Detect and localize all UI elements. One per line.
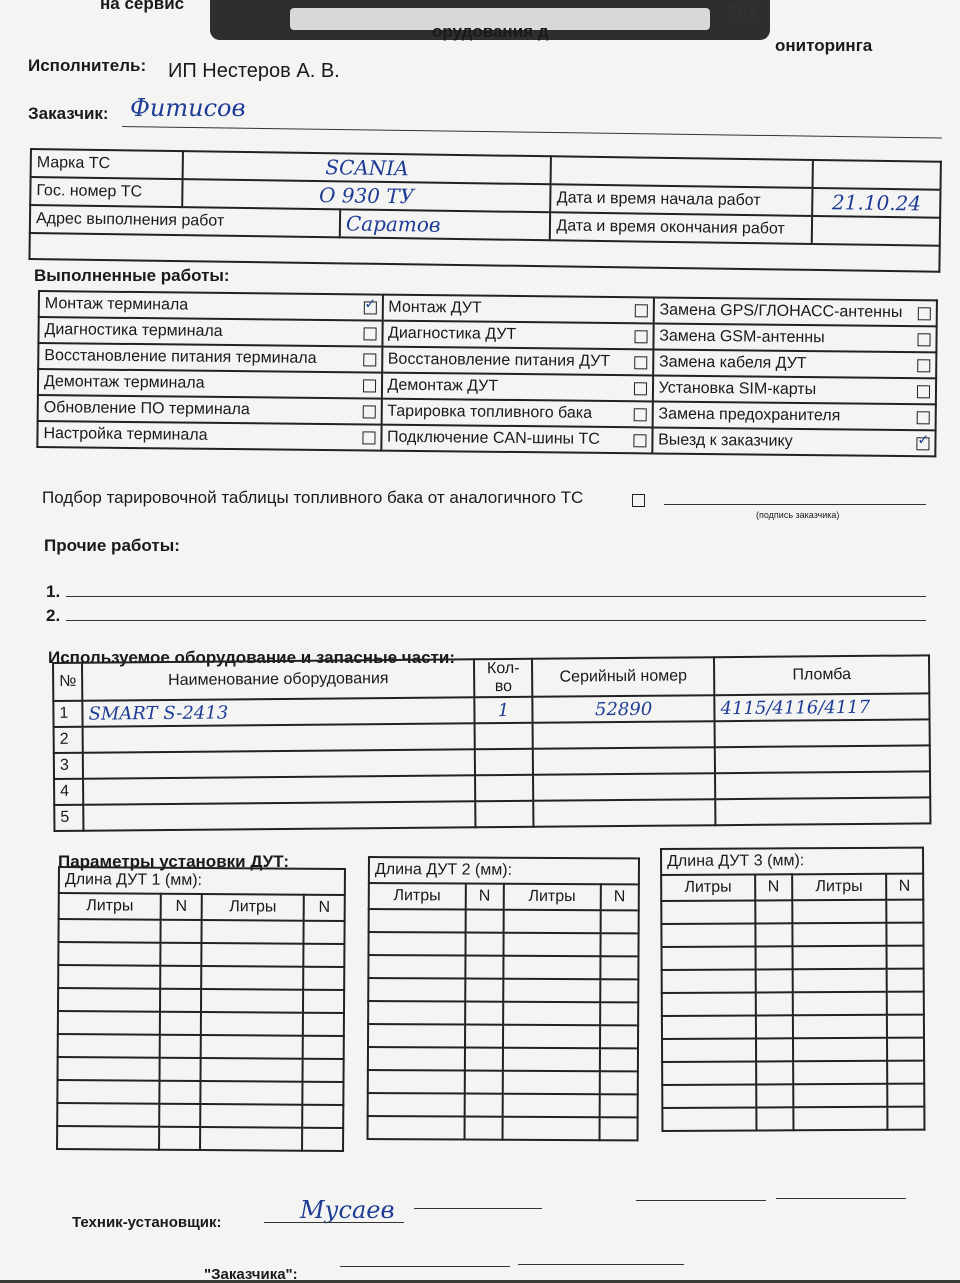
equipment-serial-cell (533, 721, 715, 749)
equipment-seal-cell (715, 797, 930, 825)
dut-cell[interactable] (161, 943, 202, 966)
dut-cell[interactable] (368, 1047, 465, 1071)
dut-cell[interactable] (662, 1108, 756, 1131)
dut-row (368, 955, 638, 979)
work-label: Обновление ПО терминала (43, 399, 250, 419)
dut-cell[interactable] (755, 900, 792, 923)
work-cell (653, 323, 937, 352)
equipment-name-cell (83, 723, 475, 752)
dut-col-header: Литры (661, 875, 755, 901)
dut-cell[interactable] (756, 1107, 793, 1130)
start-label: Дата и время начала работ (551, 184, 813, 216)
eq-header-serial: Серийный номер (532, 657, 714, 697)
equipment-qty-cell: 1 (474, 697, 532, 724)
eq-header-qty: Кол-во (474, 659, 532, 698)
equipment-seal-cell: 4115/4116/4117 (714, 693, 929, 721)
dut-row (661, 900, 923, 924)
equipment-seal-cell (715, 771, 930, 799)
dut-cell[interactable] (662, 1016, 756, 1039)
dut-length-label: Длина ДУТ 2 (мм): (369, 857, 639, 884)
dut-cell[interactable] (793, 1061, 887, 1084)
dut-cell[interactable] (886, 923, 923, 946)
calibration-signature-line (664, 504, 926, 505)
dut-cell[interactable] (793, 946, 887, 969)
work-cell (38, 395, 382, 425)
end-value (812, 216, 940, 246)
dut-cell[interactable] (793, 1084, 887, 1107)
dut-cell[interactable] (600, 1025, 639, 1048)
dut-cell[interactable] (662, 1062, 756, 1085)
signature-caption: (подпись заказчика) (756, 510, 840, 520)
header-top-fragment: на сервис (100, 0, 185, 13)
dut-cell[interactable] (887, 1061, 924, 1084)
work-label: Выезд к заказчику (658, 431, 793, 450)
dut-table-2 (367, 856, 640, 1141)
work-label: Замена кабеля ДУТ (658, 353, 807, 373)
dut-cell[interactable] (503, 1094, 600, 1118)
work-label: Замена предохранителя (658, 405, 841, 425)
dut-cell[interactable] (503, 1048, 600, 1072)
footer-line-1 (340, 1266, 510, 1267)
works-table (36, 290, 938, 457)
address-label: Адрес выполнения работ (30, 205, 340, 237)
equipment-serial-cell: 52890 (532, 695, 714, 723)
dut-cell[interactable] (368, 978, 465, 1002)
dut-cell[interactable] (755, 969, 792, 992)
work-checkbox[interactable] (634, 330, 647, 343)
dut-row (368, 1116, 638, 1140)
dut-cell[interactable] (503, 933, 600, 957)
technician-line-2 (414, 1208, 542, 1209)
dut-cell[interactable] (159, 1104, 200, 1127)
dut-col-header: N (161, 894, 202, 920)
work-checkbox[interactable] (634, 304, 647, 317)
technician-line-1 (264, 1222, 404, 1223)
eq-header-seal: Пломба (714, 655, 929, 695)
work-label: Замена GPS/ГЛОНАСС-антенны (659, 301, 903, 322)
dut-row (368, 932, 638, 956)
dut-cell[interactable] (504, 910, 601, 934)
dut-cell[interactable] (201, 1035, 303, 1059)
dut-cell[interactable] (303, 1013, 344, 1036)
dut-cell[interactable] (201, 989, 303, 1013)
work-checkbox[interactable] (918, 307, 931, 320)
dut-row (662, 992, 924, 1016)
dut-col-header: Литры (369, 883, 466, 910)
equipment-seal-cell (715, 719, 930, 747)
dut-cell[interactable] (58, 965, 160, 989)
end-label: Дата и время окончания работ (550, 212, 812, 244)
dut-cell[interactable] (662, 1039, 756, 1062)
eq-header-n: № (53, 663, 83, 701)
equipment-name-cell (83, 801, 475, 830)
header-mid-fragment: орудования д (432, 22, 549, 41)
work-label: Установка SIM-карты (658, 379, 817, 399)
address-value: Саратов (340, 209, 551, 240)
work-checkbox[interactable] (917, 359, 930, 372)
dut-col-header: Литры (59, 893, 161, 920)
dut-cell[interactable] (599, 1094, 638, 1117)
dut-cell[interactable] (465, 979, 504, 1002)
dut-cell[interactable] (886, 946, 923, 969)
dut-row (58, 1057, 344, 1082)
work-label: Подключение CAN-шины ТС (386, 428, 600, 448)
work-label: Диагностика ДУТ (387, 324, 517, 344)
work-checkbox[interactable] (362, 379, 375, 392)
dut-cell[interactable] (793, 969, 887, 992)
customer-sign-line-2 (776, 1198, 906, 1199)
dut-cell[interactable] (887, 1015, 924, 1038)
work-checkbox[interactable] (362, 405, 375, 418)
work-checkbox[interactable] (634, 356, 647, 369)
dut-cell[interactable] (302, 1128, 343, 1151)
dut-cell[interactable] (465, 933, 504, 956)
works-title: Выполненные работы: (34, 266, 230, 285)
customer-label: Заказчик: (28, 104, 109, 123)
equipment-qty-cell (475, 723, 533, 750)
dut-cell[interactable] (58, 919, 160, 943)
dut-row (662, 1015, 924, 1039)
dut-cell[interactable] (160, 1012, 201, 1035)
work-checkbox[interactable] (633, 408, 646, 421)
equipment-n-cell: 5 (54, 805, 83, 831)
equipment-seal-cell (715, 745, 930, 773)
dut-cell[interactable] (755, 992, 792, 1015)
dut-cell[interactable] (756, 1038, 793, 1061)
equipment-qty-cell (475, 775, 533, 802)
dut-cell[interactable] (368, 1093, 465, 1117)
work-cell (652, 401, 936, 430)
dut-cell[interactable] (755, 923, 792, 946)
dut-cell[interactable] (503, 1117, 600, 1141)
dut-cell[interactable] (465, 956, 504, 979)
footer-fragment: "Заказчика": (204, 1266, 298, 1283)
dut-col-header: N (755, 874, 792, 900)
dut-table-3 (660, 847, 925, 1132)
dut-cell[interactable] (756, 1015, 793, 1038)
dut-cell[interactable] (464, 1048, 503, 1071)
equipment-serial-cell (533, 799, 715, 827)
dut-col-header: Литры (504, 884, 601, 911)
dut-cell[interactable] (161, 920, 202, 943)
dut-cell[interactable] (200, 1127, 302, 1151)
dut-cell[interactable] (600, 956, 639, 979)
work-cell (653, 375, 937, 404)
dut-cell[interactable] (303, 1036, 344, 1059)
dut-cell[interactable] (368, 1070, 465, 1094)
dut-cell[interactable] (599, 1048, 638, 1071)
dut-cell[interactable] (304, 944, 345, 967)
work-cell (382, 347, 653, 376)
dut-cell[interactable] (503, 1071, 600, 1095)
dut-cell[interactable] (887, 1038, 924, 1061)
dut-cell[interactable] (886, 969, 923, 992)
vehicle-block (28, 148, 942, 277)
dut-cell[interactable] (600, 979, 639, 1002)
dut-cell[interactable] (160, 1081, 201, 1104)
dut-cell[interactable] (792, 900, 886, 923)
dut-cell[interactable] (661, 924, 755, 947)
dut-row (368, 978, 638, 1002)
dut-cell[interactable] (160, 1058, 201, 1081)
dut-cell[interactable] (201, 920, 303, 944)
work-label: Настройка терминала (43, 425, 208, 444)
customer-sign-line-1 (636, 1200, 766, 1201)
dut-row (368, 1001, 638, 1025)
dut-cell[interactable] (503, 956, 600, 980)
work-cell (38, 369, 382, 399)
works-block (36, 290, 938, 471)
dut-table-1 (56, 866, 346, 1152)
dut-row (662, 1038, 924, 1062)
dut-cell[interactable] (368, 1116, 465, 1140)
work-cell (653, 349, 937, 378)
technician-signature: Мусаев (300, 1196, 395, 1224)
dut-title: Параметры установки ДУТ: (58, 852, 290, 871)
dut-cell[interactable] (57, 1103, 159, 1127)
dut-cell[interactable] (368, 1024, 465, 1048)
dut-row (58, 1034, 344, 1059)
other-item-1: 1. (46, 582, 61, 601)
dut-cell[interactable] (793, 1015, 887, 1038)
work-checkbox[interactable] (634, 382, 647, 395)
dut-cell[interactable] (661, 901, 755, 924)
equipment-serial-cell (533, 747, 715, 775)
other-line-2 (66, 620, 926, 621)
work-checkbox[interactable] (916, 437, 929, 450)
dut-cell[interactable] (465, 1025, 504, 1048)
dut-cell[interactable] (201, 966, 303, 990)
work-label: Монтаж ДУТ (388, 298, 482, 317)
plate-label: Гос. номер ТС (30, 177, 182, 207)
dut-length-label: Длина ДУТ 1 (мм): (59, 867, 345, 895)
dut-cell[interactable] (464, 1071, 503, 1094)
dut-cell[interactable] (887, 1084, 924, 1107)
dut-cell[interactable] (886, 900, 923, 923)
dut-cell[interactable] (755, 946, 792, 969)
work-label: Демонтаж ДУТ (387, 376, 499, 395)
equipment-qty-cell (475, 749, 533, 776)
calibration-label: Подбор тарировочной таблицы топливного бака от аналогичного ТС (42, 488, 584, 507)
dut-cell[interactable] (662, 970, 756, 993)
dut-cell[interactable] (57, 1080, 159, 1104)
work-cell (381, 373, 652, 402)
dut-row (57, 1103, 343, 1128)
dut-row (662, 946, 924, 970)
dut-cell[interactable] (159, 1127, 200, 1150)
dut-cell[interactable] (600, 910, 639, 933)
technician-label: Техник-установщик: (72, 1214, 222, 1231)
dut-cell[interactable] (369, 909, 466, 933)
dut-cell[interactable] (465, 910, 504, 933)
dut-cell[interactable] (200, 1081, 302, 1105)
work-cell (653, 297, 937, 326)
dut-cell[interactable] (887, 1107, 924, 1130)
work-checkbox[interactable] (363, 327, 376, 340)
dut-row (58, 1011, 344, 1036)
work-label: Монтаж терминала (44, 295, 189, 314)
dut-cell[interactable] (792, 923, 886, 946)
work-checkbox[interactable] (363, 353, 376, 366)
plate-value: О 930 ТУ (182, 179, 551, 212)
work-checkbox[interactable] (362, 431, 375, 444)
dut-length-label: Длина ДУТ 3 (мм): (661, 848, 923, 875)
equipment-name-cell (83, 775, 475, 804)
dut-cell[interactable] (201, 1012, 303, 1036)
dut-cell[interactable] (200, 1104, 302, 1128)
dut-cell[interactable] (58, 988, 160, 1012)
dut-col-header: Литры (202, 894, 304, 921)
dut-cell[interactable] (58, 942, 160, 966)
dut-cell[interactable] (58, 1034, 160, 1058)
work-cell (381, 399, 652, 428)
equipment-name-cell: SMART S-2413 (83, 697, 475, 726)
work-cell (38, 343, 382, 373)
equipment-name-cell (83, 749, 475, 778)
dut-col-header: N (465, 884, 504, 910)
dut-cell[interactable] (304, 921, 345, 944)
dut-col-header: N (600, 884, 639, 910)
work-cell (382, 321, 653, 350)
dut-cell[interactable] (662, 993, 756, 1016)
equipment-n-cell: 4 (54, 779, 83, 805)
dut-cell[interactable] (160, 1035, 201, 1058)
dut-row (368, 1047, 638, 1071)
dut-row (368, 1070, 638, 1094)
footer-line-2 (518, 1264, 684, 1265)
work-checkbox[interactable] (917, 333, 930, 346)
work-label: Тарировка топливного бака (387, 402, 593, 422)
dut-cell[interactable] (886, 992, 923, 1015)
dut-cell[interactable] (58, 1057, 160, 1081)
dut-row (662, 1107, 924, 1131)
dut-cell[interactable] (465, 1002, 504, 1025)
other-line-1 (66, 596, 926, 597)
equipment-n-cell: 2 (54, 727, 83, 753)
dut-cell[interactable] (200, 1058, 302, 1082)
work-cell (39, 291, 383, 321)
dut-cell[interactable] (600, 1002, 639, 1025)
dut-cell[interactable] (503, 979, 600, 1003)
equipment-title: Используемое оборудование и запасные части: (48, 648, 455, 667)
dut-cell[interactable] (201, 943, 303, 967)
dut-row (58, 988, 344, 1013)
dut-cell[interactable] (662, 1085, 756, 1108)
dut-cell[interactable] (368, 932, 465, 956)
dut-col-header: N (304, 895, 345, 921)
dut-row (58, 919, 344, 944)
eq-header-name: Наименование оборудования (82, 659, 474, 700)
dut-cell[interactable] (756, 1061, 793, 1084)
work-label: Восстановление питания терминала (44, 347, 317, 367)
executor-label: Исполнитель: (28, 56, 147, 75)
equipment-n-cell: 1 (53, 701, 82, 727)
dut-cell[interactable] (303, 1059, 344, 1082)
dut-cell[interactable] (600, 933, 639, 956)
dut-row (662, 969, 924, 993)
vehicle-table (28, 148, 941, 273)
dut-cell[interactable] (793, 992, 887, 1015)
dut-cell[interactable] (599, 1071, 638, 1094)
dut-cell[interactable] (793, 1038, 887, 1061)
work-label: Замена GSM-антенны (659, 327, 825, 347)
customer-value: Фитисов (130, 94, 246, 122)
dut-col-header: N (886, 874, 923, 900)
work-cell (38, 317, 382, 347)
dut-cell[interactable] (662, 947, 756, 970)
dut-cell[interactable] (599, 1117, 638, 1140)
start-value: 21.10.24 (813, 188, 941, 218)
equipment-qty-cell (475, 801, 533, 828)
work-label: Восстановление питания ДУТ (387, 350, 611, 370)
work-cell (652, 427, 936, 456)
dut-row (662, 1061, 924, 1085)
dut-col-header: Литры (792, 874, 886, 900)
dut-cell[interactable] (58, 1011, 160, 1035)
dut-cell[interactable] (503, 1002, 600, 1026)
brand-label: Марка ТС (31, 149, 183, 179)
work-cell (37, 421, 381, 451)
work-label: Диагностика терминала (44, 321, 223, 340)
dut-row (369, 909, 639, 933)
equipment-n-cell: 3 (54, 753, 83, 779)
dut-cell[interactable] (464, 1094, 503, 1117)
dut-row (57, 1126, 343, 1151)
dut-cell[interactable] (57, 1126, 159, 1150)
executor-value: ИП Нестеров А. В. (168, 60, 340, 82)
dut-cell[interactable] (303, 1082, 344, 1105)
dut-cell[interactable] (503, 1025, 600, 1049)
calibration-checkbox[interactable] (632, 494, 645, 507)
dut-cell[interactable] (303, 990, 344, 1013)
dut-cell[interactable] (793, 1107, 887, 1130)
dut-cell[interactable] (303, 967, 344, 990)
dut-row (58, 942, 344, 967)
dut-cell[interactable] (368, 955, 465, 979)
equipment-serial-cell (533, 773, 715, 801)
work-checkbox[interactable] (917, 411, 930, 424)
dut-cell[interactable] (464, 1117, 503, 1140)
dut-cell[interactable] (160, 989, 201, 1012)
dut-row (662, 1084, 924, 1108)
header-right-fragment: ониторинга (775, 36, 873, 55)
other-item-2: 2. (46, 606, 61, 625)
other-title: Прочие работы: (44, 536, 180, 555)
customer-underline (122, 126, 942, 138)
dut-row (58, 965, 344, 990)
dut-cell[interactable] (160, 966, 201, 989)
header-year: 202 (728, 2, 757, 21)
work-cell (382, 295, 653, 324)
brand-value: SCANIA (183, 151, 552, 184)
dut-row (368, 1093, 638, 1117)
dut-cell[interactable] (756, 1084, 793, 1107)
dut-cell[interactable] (302, 1105, 343, 1128)
work-checkbox[interactable] (633, 434, 646, 447)
work-checkbox[interactable] (363, 301, 376, 314)
dut-cell[interactable] (368, 1001, 465, 1025)
dut-row (57, 1080, 343, 1105)
dut-row (368, 1024, 638, 1048)
equipment-table (52, 654, 931, 832)
work-cell (381, 425, 652, 454)
work-label: Демонтаж терминала (43, 373, 205, 392)
work-checkbox[interactable] (917, 385, 930, 398)
dut-row (661, 923, 923, 947)
